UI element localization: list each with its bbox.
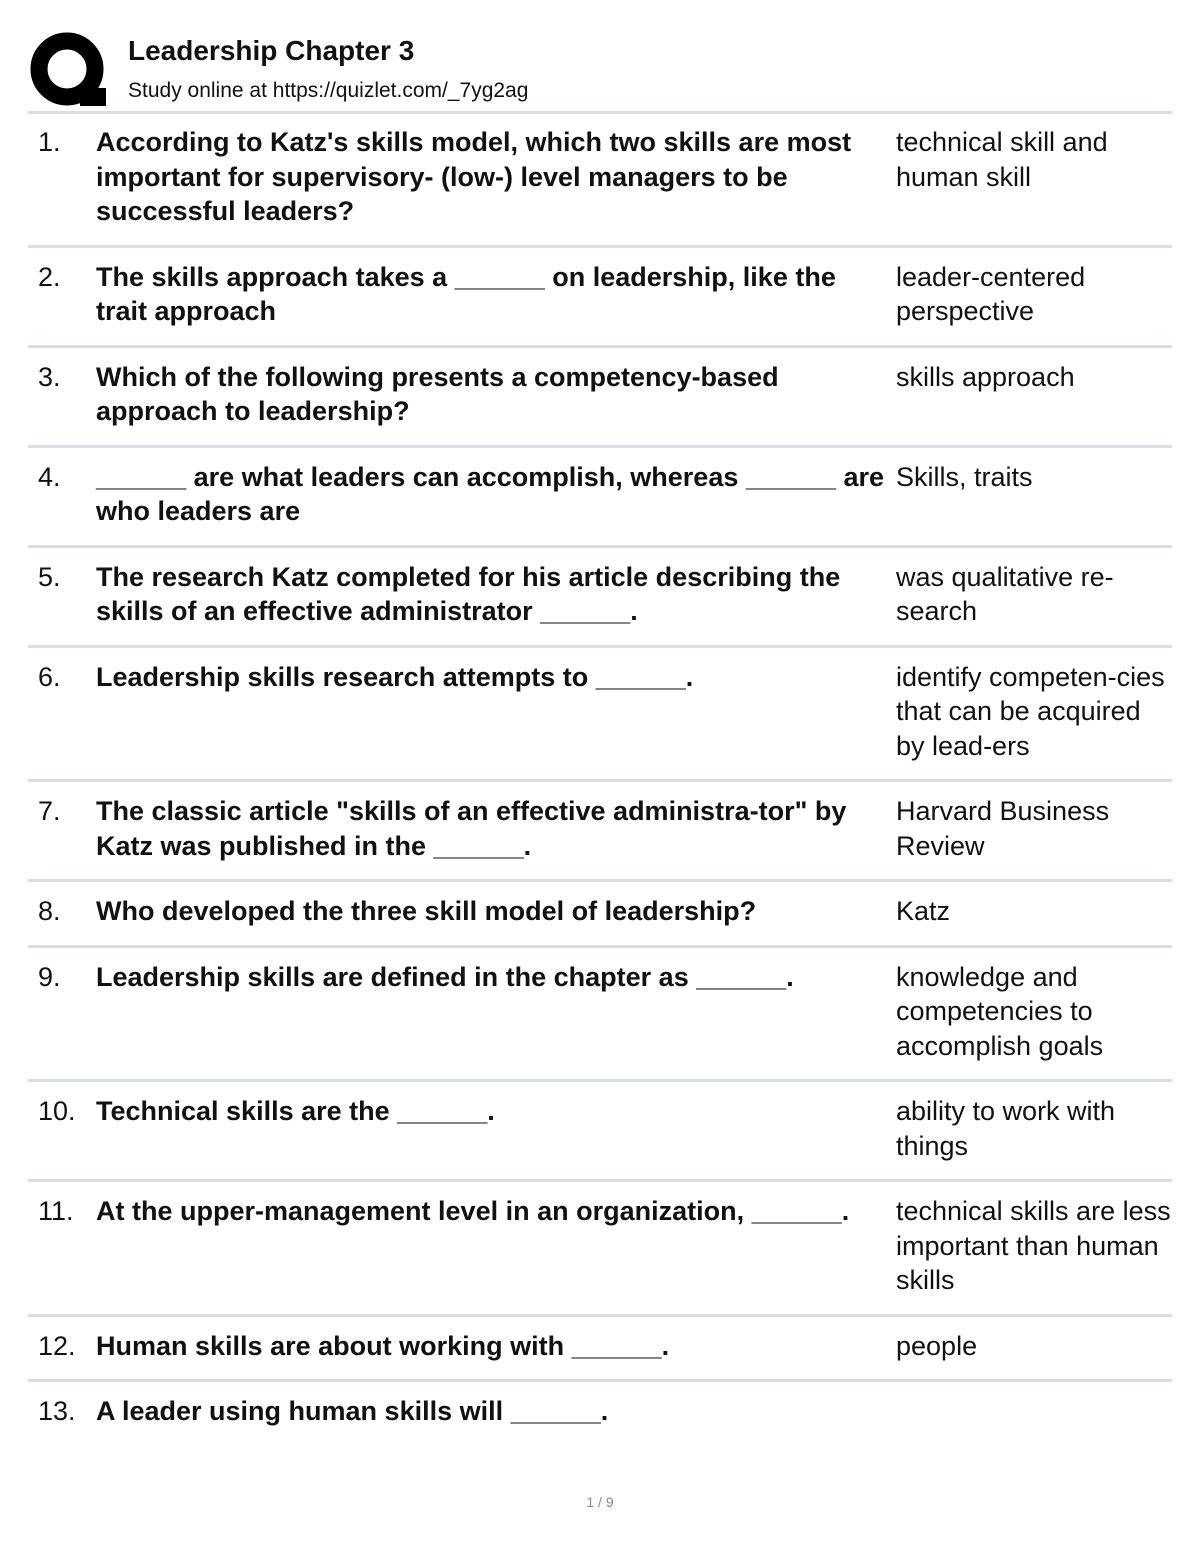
card-row: [28, 1382, 1172, 1445]
card-row: [28, 548, 1172, 648]
card-row: [28, 1317, 1172, 1383]
card-row: [28, 1182, 1172, 1317]
card-definition: people: [896, 1330, 978, 1361]
card-term: The classic article "skills of an effective administra-tor" by Katz was published in the ______.: [96, 796, 847, 861]
card-term: Who developed the three skill model of leadership?: [96, 896, 757, 926]
card-term: Leadership skills are defined in the chapter as ______.: [96, 961, 794, 992]
card-number: 5.: [38, 561, 61, 592]
quizlet-q-logo-icon: [30, 32, 106, 108]
card-row: [28, 948, 1172, 1083]
card-row: [28, 782, 1172, 882]
card-number: 13.: [38, 1396, 76, 1426]
card-row: [28, 113, 1172, 248]
card-term: According to Katz's skills model, which two skills are most important for supervisory- (low-) level managers to be successful leaders?: [96, 127, 852, 226]
card-definition: technical skills are less important than human skills: [896, 1196, 1171, 1295]
card-row: [28, 448, 1172, 548]
card-definition: skills approach: [896, 361, 1075, 392]
card-number: 8.: [38, 896, 61, 926]
card-number: 9.: [38, 961, 61, 992]
card-number: 7.: [38, 796, 61, 826]
card-term: Human skills are about working with ______.: [96, 1330, 670, 1361]
card-definition: Harvard Business Review: [896, 796, 1110, 861]
card-term: Leadership skills research attempts to ______.: [96, 661, 694, 692]
card-number: 12.: [38, 1330, 76, 1361]
card-number: 2.: [38, 261, 61, 292]
card-term: Which of the following presents a competency-based approach to leadership?: [96, 361, 779, 426]
card-row: [28, 648, 1172, 783]
card-definition: ability to work with things: [896, 1096, 1116, 1161]
page-title: Leadership Chapter 3: [128, 35, 415, 66]
card-definition: Skills, traits: [896, 461, 1033, 492]
card-number: 6.: [38, 661, 61, 692]
card-row: [28, 1082, 1172, 1182]
study-link[interactable]: Study online at https://quizlet.com/_7yg2ag: [128, 79, 529, 102]
card-definition: technical skill and human skill: [896, 127, 1108, 192]
card-definition: [896, 1394, 1172, 1429]
card-number: 1.: [38, 127, 61, 157]
card-definition: leader-centered perspective: [896, 261, 1086, 326]
page-header: [30, 28, 1172, 110]
card-definition: knowledge and competencies to accomplish goals: [896, 961, 1104, 1061]
card-number: 4.: [38, 461, 61, 492]
card-row: [28, 882, 1172, 948]
card-definition: Katz: [896, 896, 951, 926]
card-term: The skills approach takes a ______ on leadership, like the trait approach: [96, 261, 836, 326]
card-definition: was qualitative re-search: [896, 561, 1114, 626]
card-term: The research Katz completed for his article describing the skills of an effective administrator ______.: [96, 561, 841, 626]
card-row: [28, 248, 1172, 348]
card-term: Technical skills are the ______.: [96, 1096, 495, 1126]
card-term: At the upper-management level in an organization, ______.: [96, 1196, 850, 1226]
card-number: 3.: [38, 361, 61, 392]
card-term: A leader using human skills will ______.: [96, 1396, 609, 1426]
page-number: 1 / 9: [586, 1494, 614, 1510]
card-definition: identify competen-cies that can be acquired by lead-ers: [896, 661, 1165, 761]
card-number: 10.: [38, 1096, 76, 1126]
card-term: ______ are what leaders can accomplish, whereas ______ are who leaders are: [96, 461, 884, 526]
card-row: [28, 348, 1172, 448]
card-list: [28, 113, 1172, 1445]
card-number: 11.: [38, 1196, 74, 1226]
